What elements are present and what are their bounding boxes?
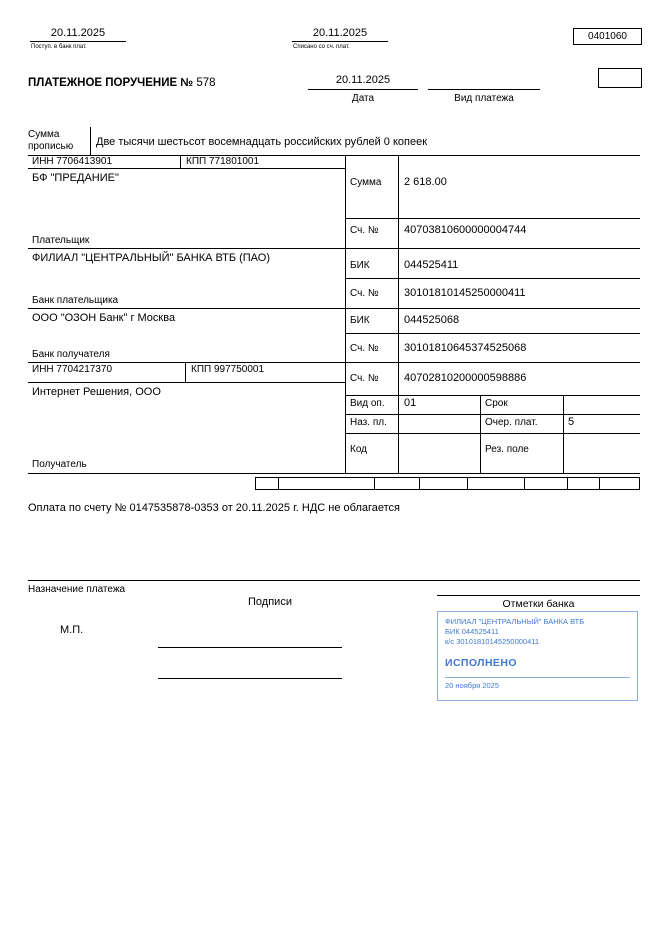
payer-bank-account: 30101810145250000411 (404, 287, 526, 299)
payee-label: Получатель (32, 459, 87, 470)
grid-line-h (28, 168, 345, 169)
amount-words-label-2: прописью (28, 141, 74, 152)
payment-kind-line (428, 74, 540, 90)
grid-line-v (345, 155, 346, 473)
signature-line (158, 647, 342, 648)
amount-value: 2 618.00 (404, 176, 447, 188)
document-date: 20.11.2025 (308, 74, 418, 90)
date-caption: Дата (351, 93, 375, 104)
grid-line-h (28, 308, 640, 309)
bank-stamp (437, 611, 638, 701)
stamp-divider (445, 677, 630, 678)
payee-kpp: КПП 997750001 (191, 364, 265, 375)
purpose-label: Назначение платежа (28, 584, 126, 595)
debited-date-caption: Списано со сч. плат. (293, 44, 350, 50)
payee-account: 40702810200000598886 (404, 372, 527, 384)
document-number: 578 (196, 77, 216, 89)
extra-field-cell (375, 477, 420, 490)
extra-field-cell (279, 477, 375, 490)
received-date: 20.11.2025 (30, 27, 126, 42)
extra-field-cell (568, 477, 600, 490)
bank-marks-label: Отметки банка (502, 598, 575, 610)
form-code-box: 0401060 (573, 28, 642, 45)
payer-bank-bik-label: БИК (350, 260, 370, 271)
grid-line-h (345, 414, 640, 415)
payer-bank-name: ФИЛИАЛ "ЦЕНТРАЛЬНЫЙ" БАНКА ВТБ (ПАО) (32, 252, 270, 264)
payee-bank-bik: 044525068 (404, 314, 460, 326)
extra-field-cell (600, 477, 640, 490)
payee-bank-bik-label: БИК (350, 315, 370, 326)
stamp-date: 20 ноября 2025 (445, 681, 500, 691)
amount-label: Сумма (350, 177, 382, 188)
signature-line (158, 678, 342, 679)
extra-field-cell (468, 477, 525, 490)
grid-line-v (180, 155, 181, 168)
op-kind-label: Вид оп. (350, 398, 385, 409)
payer-account: 40703810600000004744 (404, 224, 527, 236)
payer-account-label: Сч. № (350, 225, 379, 236)
purpose-underline (28, 580, 640, 581)
payee-name: Интернет Решения, ООО (32, 386, 161, 398)
grid-line-h (28, 155, 640, 156)
payer-bank-label: Банк плательщика (32, 295, 119, 306)
grid-line-v (563, 395, 564, 473)
stamp-bank-name: ФИЛИАЛ "ЦЕНТРАЛЬНЫЙ" БАНКА ВТБ (445, 617, 585, 626)
payee-bank-label: Банк получателя (32, 349, 110, 360)
grid-line-h (28, 362, 640, 363)
grid-line-h (28, 473, 640, 474)
grid-line-h (345, 395, 640, 396)
extra-field-cell (525, 477, 568, 490)
payer-bank-bik: 044525411 (404, 259, 459, 271)
grid-line-h (345, 278, 640, 279)
stamp-bik: БИК 044525411 (445, 627, 499, 637)
reserve-field-label: Рез. поле (485, 444, 529, 455)
payee-bank-name: ООО "ОЗОН Банк" г Москва (32, 312, 176, 324)
payer-label: Плательщик (32, 235, 90, 246)
priority-value: 5 (568, 416, 575, 428)
grid-line-v (185, 362, 186, 382)
document-title (28, 77, 216, 91)
extra-field-cell (420, 477, 468, 490)
stamp-corr-account: к/с 30101810145250000411 (445, 637, 540, 647)
purpose-code-label: Наз. пл. (350, 417, 387, 428)
due-label: Срок (485, 398, 508, 409)
mp-label: М.П. (60, 624, 84, 636)
stamp-status: ИСПОЛНЕНО (445, 657, 517, 670)
grid-line-h (345, 218, 640, 219)
grid-line-h (345, 333, 640, 334)
payee-account-label: Сч. № (350, 373, 379, 384)
payee-bank-account: 30101810645374525068 (404, 342, 527, 354)
grid-line-v (90, 127, 91, 155)
grid-line-h (28, 382, 345, 383)
grid-line-h (345, 433, 640, 434)
code-label: Код (350, 444, 368, 455)
amount-words: Две тысячи шестьсот восемнадцать российских рублей 0 копеек (96, 136, 428, 148)
purpose-text: Оплата по счету № 0147535878-0353 от 20.11.2025 г. НДС не облагается (28, 502, 400, 514)
extra-fields-row (255, 477, 640, 490)
received-date-caption: Поступ. в банк плат. (31, 44, 87, 50)
grid-line-v (398, 155, 399, 473)
payer-name: БФ "ПРЕДАНИЕ" (32, 172, 119, 184)
bank-marks-line (437, 595, 640, 596)
extra-field-cell (255, 477, 279, 490)
debited-date: 20.11.2025 (292, 27, 388, 42)
signatures-label: Подписи (248, 596, 292, 608)
payee-bank-account-label: Сч. № (350, 343, 379, 354)
grid-line-v (480, 395, 481, 473)
amount-words-label-1: Сумма (28, 129, 60, 140)
payee-inn: ИНН 7704217370 (32, 364, 113, 375)
payer-inn: ИНН 7706413901 (32, 156, 113, 167)
payment-kind-box (598, 68, 642, 88)
payment-kind-caption: Вид платежа (454, 93, 514, 104)
payer-bank-account-label: Сч. № (350, 288, 379, 299)
document-title-label: ПЛАТЕЖНОЕ ПОРУЧЕНИЕ № (28, 77, 194, 89)
grid-line-h (28, 248, 640, 249)
priority-label: Очер. плат. (485, 417, 538, 428)
op-kind-value: 01 (404, 397, 417, 409)
payer-kpp: КПП 771801001 (186, 156, 260, 167)
